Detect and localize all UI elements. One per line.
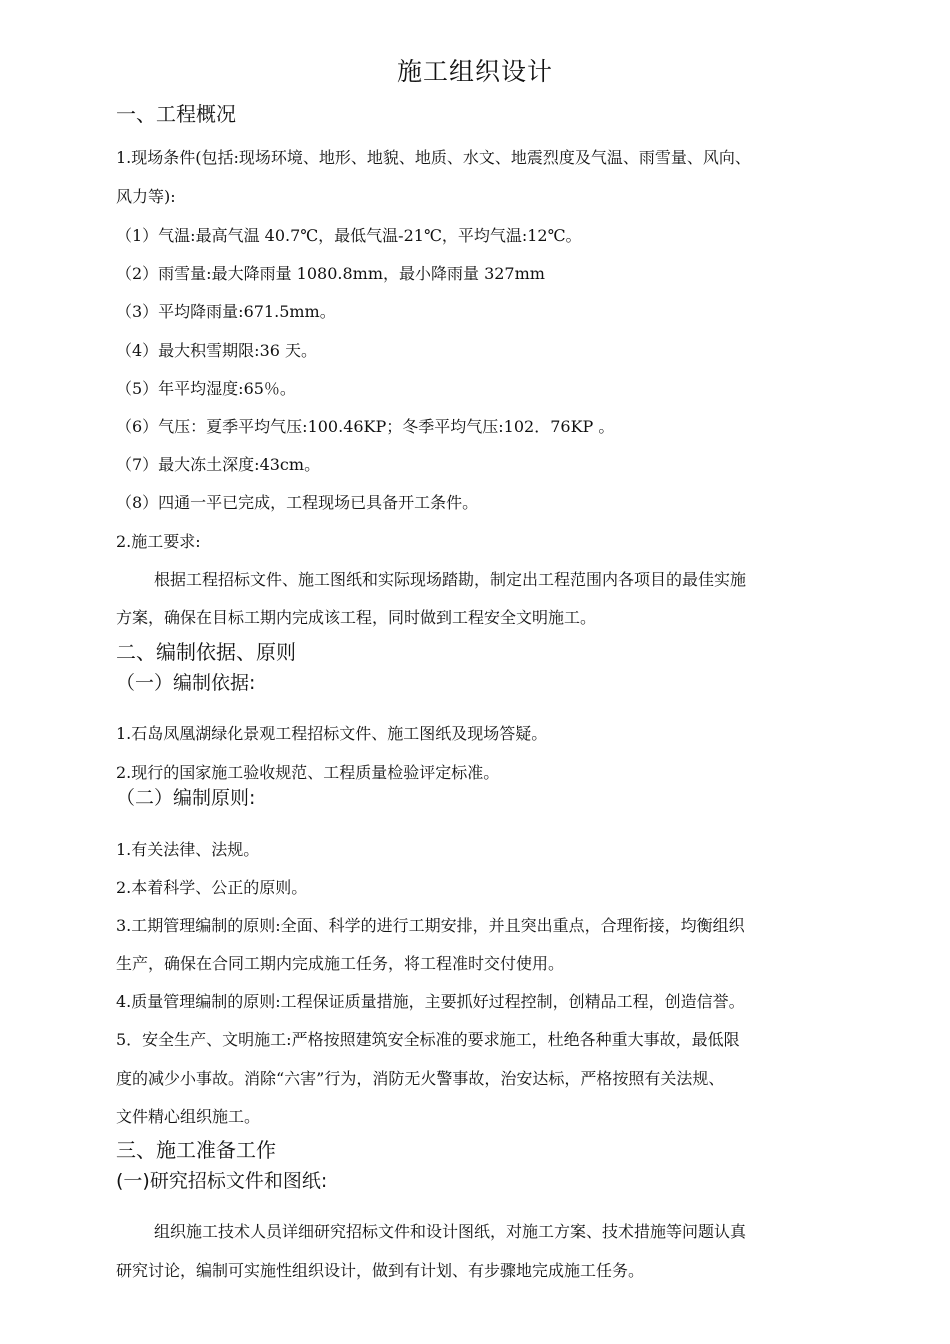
principle-item-3-line-1: 3.工期管理编制的原则:全面、科学的进行工期安排，并且突出重点，合理衔接，均衡组织: [116, 916, 745, 935]
basis-item-2: 2.现行的国家施工验收规范、工程质量检验评定标准。: [116, 763, 500, 782]
document-title: 施工组织设计: [396, 57, 553, 86]
condition-snow-period: （4）最大积雪期限:36 天。: [116, 341, 318, 360]
requirements-paragraph-line-1: 根据工程招标文件、施工图纸和实际现场踏勘，制定出工程范围内各项目的最佳实施: [154, 570, 747, 589]
subheading-basis: （一）编制依据:: [116, 672, 256, 694]
subheading-study-documents: (一)研究招标文件和图纸:: [116, 1170, 328, 1192]
condition-frost-depth: （7）最大冻土深度:43cm。: [116, 455, 321, 474]
condition-temperature: （1）气温:最高气温 40.7℃，最低气温-21℃，平均气温:12℃。: [116, 226, 582, 245]
condition-pressure: （6）气压：夏季平均气压:100.46KP；冬季平均气压:102．76KP 。: [116, 417, 615, 436]
condition-precipitation: （2）雨雪量:最大降雨量 1080.8mm，最小降雨量 327mm: [116, 264, 545, 283]
requirements-paragraph-line-2: 方案，确保在目标工期内完成该工程，同时做到工程安全文明施工。: [116, 608, 597, 627]
basis-item-1: 1.石岛凤凰湖绿化景观工程招标文件、施工图纸及现场答疑。: [116, 724, 548, 743]
subheading-principles: （二）编制原则:: [116, 787, 256, 809]
principle-item-1: 1.有关法律、法规。: [116, 840, 260, 859]
section-heading-basis-principles: 二、编制依据、原则: [116, 640, 296, 664]
preparation-paragraph-line-1: 组织施工技术人员详细研究招标文件和设计图纸，对施工方案、技术措施等问题认真: [154, 1222, 747, 1241]
principle-item-4: 4.质量管理编制的原则:工程保证质量措施，主要抓好过程控制，创精品工程，创造信誉。: [116, 992, 745, 1011]
section-heading-overview: 一、工程概况: [116, 102, 236, 126]
section-heading-preparation: 三、施工准备工作: [116, 1138, 276, 1162]
condition-average-rainfall: （3）平均降雨量:671.5mm。: [116, 302, 336, 321]
preparation-paragraph-line-2: 研究讨论，编制可实施性组织设计，做到有计划、有步骤地完成施工任务。: [116, 1261, 645, 1280]
principle-item-5-line-1: 5．安全生产、文明施工:严格按照建筑安全标准的要求施工，杜绝各种重大事故，最低限: [116, 1030, 740, 1049]
site-conditions-line-2: 风力等):: [116, 187, 176, 206]
principle-item-3-line-2: 生产，确保在合同工期内完成施工任务，将工程准时交付使用。: [116, 954, 565, 973]
principle-item-2: 2.本着科学、公正的原则。: [116, 878, 308, 897]
construction-requirements-label: 2.施工要求:: [116, 532, 201, 551]
condition-site-ready: （8）四通一平已完成，工程现场已具备开工条件。: [116, 493, 479, 512]
principle-item-5-line-2: 度的减少小事故。消除“六害”行为，消防无火警事故，治安达标，严格按照有关法规、: [116, 1069, 725, 1088]
site-conditions-line-1: 1.现场条件(包括:现场环境、地形、地貌、地质、水文、地震烈度及气温、雨雪量、风向、: [116, 148, 751, 167]
principle-item-5-line-3: 文件精心组织施工。: [116, 1107, 261, 1126]
condition-humidity: （5）年平均湿度:65％。: [116, 379, 296, 398]
